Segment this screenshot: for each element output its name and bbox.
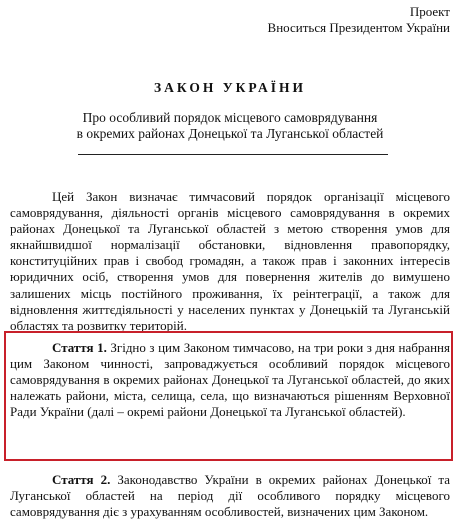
article-1-text: Згідно з цим Законом тимчасово, на три роки з дня набрання цим Законом чинності, запроваджується особливий порядок місцевого самоврядування в окремих районах Донецької та Луганської областей, до яких належать райони, міста, селища, села, що визначаються рішенням Верховної Ради України (далі – окремі райони Донецької та Луганської областей). [10,340,450,420]
title-divider [78,154,388,155]
article-1-paragraph [10,340,450,420]
law-title: ЗАКОН УКРАЇНИ [154,80,306,95]
submitted-by-label: Вноситься Президентом України [267,20,450,35]
law-subtitle-line-1: Про особливий порядок місцевого самоврядування [82,110,378,125]
preamble-paragraph: Цей Закон визначає тимчасовий порядок організації місцевого самоврядування, діяльності органів місцевого самоврядування в окремих районах Донецької та Луганської областей з метою створення умов для якнайшвидшої нормалізації обстановки, відновлення правопорядку, конституційних прав і свобод громадян, а також прав і законних інтересів юридичних осіб, створення умов для повернення жителів до вимушено залишених місць постійного проживання, їх реінтеграції, а також для відновлення життєдіяльності у населених пунктах у Донецькій та Луганській областях та розвитку територій. [10,189,450,333]
law-subtitle [20,110,440,142]
article-1-label: Стаття 1. [52,340,107,355]
law-subtitle-line-2: в окремих районах Донецької та Луганської областей [76,126,384,141]
document-header [268,4,450,36]
article-2-paragraph [10,472,450,520]
article-2-label: Стаття 2. [52,472,111,487]
article-2-text: Законодавство України в окремих районах Донецької та Луганської областей на період дії особливого порядку місцевого самоврядування діє з урахуванням особливостей, визначених цим Законом. [10,472,450,520]
draft-label: Проект [409,4,450,19]
